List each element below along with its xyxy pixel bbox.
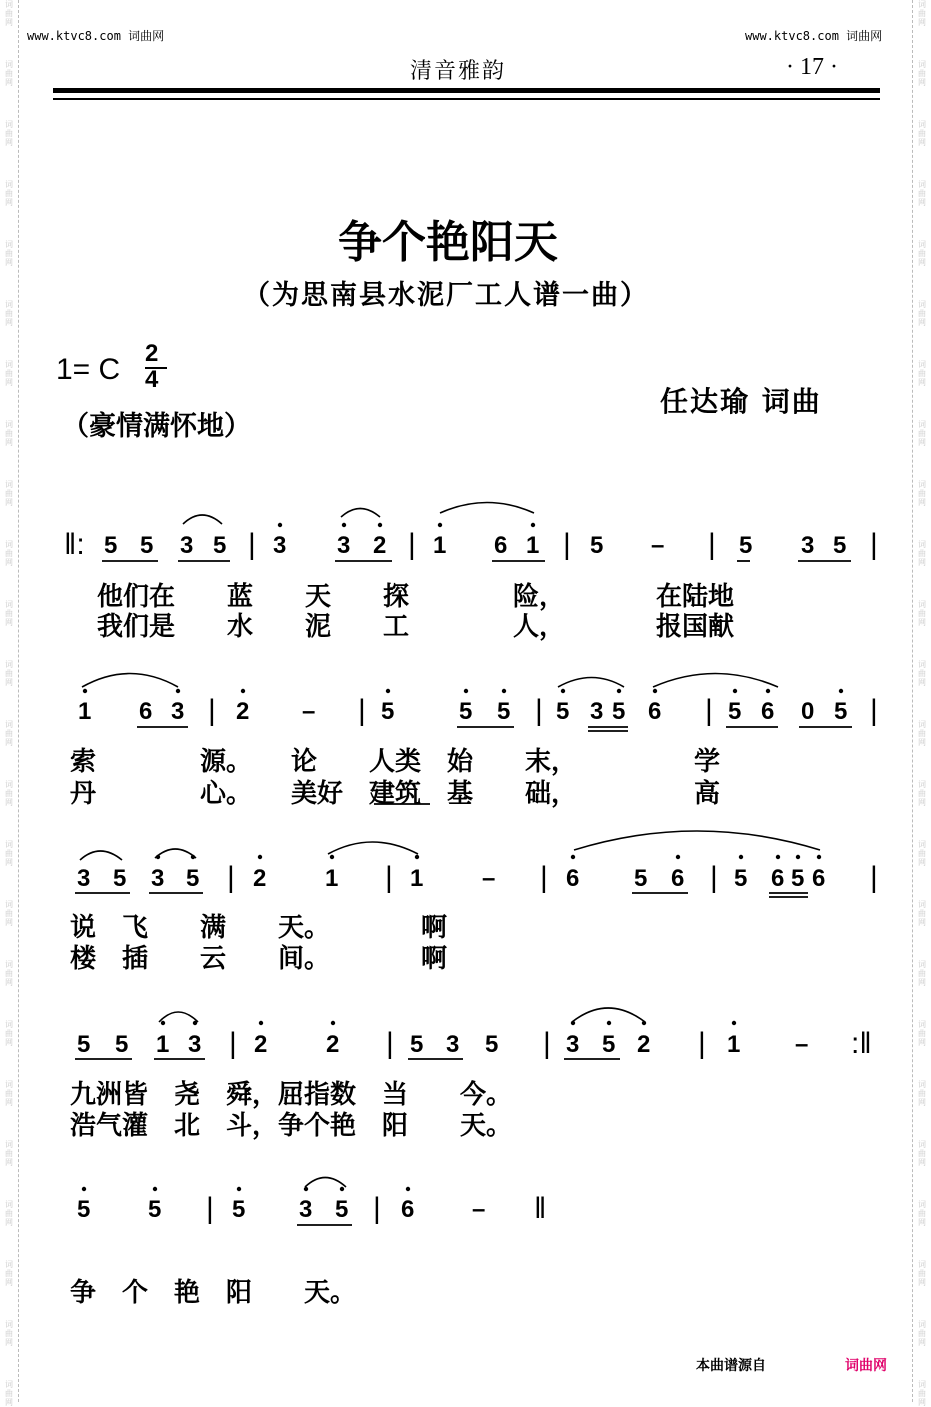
- note: 6: [812, 865, 826, 892]
- side-watermark-text: 词曲网: [918, 1380, 926, 1407]
- note: 1: [156, 1031, 170, 1058]
- note: 6: [401, 1196, 415, 1223]
- dash-extension: –: [482, 865, 496, 892]
- note: 5: [213, 532, 227, 559]
- side-watermark-text: 词曲网: [918, 0, 926, 27]
- note: 3: [446, 1031, 460, 1058]
- barline: |: [208, 694, 216, 727]
- barline: |: [710, 861, 718, 894]
- side-watermark-text: 词曲网: [918, 1140, 926, 1167]
- barline: |: [540, 861, 548, 894]
- note: 3: [180, 532, 194, 559]
- page-number: · 17 ·: [786, 54, 838, 80]
- note: 1: [78, 698, 92, 725]
- note: 5: [115, 1031, 129, 1058]
- time-signature-top: 2: [145, 340, 159, 367]
- side-watermark-text: 词曲网: [5, 780, 13, 807]
- barline: |: [229, 1027, 237, 1060]
- side-watermark-text: 词曲网: [5, 0, 13, 27]
- note: 5: [556, 698, 570, 725]
- side-watermark-text: 词曲网: [918, 900, 926, 927]
- note: 3: [299, 1196, 313, 1223]
- note: 3: [337, 532, 351, 559]
- side-watermark-text: 词曲网: [918, 60, 926, 87]
- key-signature: 1= C: [56, 353, 121, 386]
- watermark-url-left[interactable]: www.ktvc8.com 词曲网: [27, 29, 165, 43]
- side-watermark-text: 词曲网: [5, 1260, 13, 1287]
- note: 5: [612, 698, 626, 725]
- note: 3: [77, 865, 91, 892]
- barline: |: [206, 1192, 214, 1225]
- note: 2: [236, 698, 250, 725]
- barline: |: [705, 694, 713, 727]
- side-watermark-text: 词曲网: [918, 840, 926, 867]
- note: 5: [140, 532, 154, 559]
- note: 2: [326, 1031, 340, 1058]
- barline: |: [535, 694, 543, 727]
- note: 3: [590, 698, 604, 725]
- lyrics-verse-1: 争 个 艳 阳 天。: [70, 1278, 357, 1308]
- side-watermark-text: 词曲网: [5, 120, 13, 147]
- side-watermark-text: 词曲网: [918, 540, 926, 567]
- tempo-marking: （豪情满怀地）: [62, 411, 251, 442]
- side-watermark-text: 词曲网: [918, 960, 926, 987]
- note: 5: [728, 698, 742, 725]
- note: 3: [801, 532, 815, 559]
- side-watermark-text: 词曲网: [918, 660, 926, 687]
- note: 5: [104, 532, 118, 559]
- side-watermark-text: 词曲网: [5, 600, 13, 627]
- note: 1: [433, 532, 447, 559]
- barline: |: [698, 1027, 706, 1060]
- dash-extension: –: [302, 698, 316, 725]
- note: 5: [186, 865, 200, 892]
- dash-extension: –: [472, 1196, 486, 1223]
- side-watermark-text: 词曲网: [918, 1200, 926, 1227]
- note: 2: [253, 865, 267, 892]
- barline: ‖:: [64, 528, 85, 561]
- note: 3: [188, 1031, 202, 1058]
- note: 1: [526, 532, 540, 559]
- lyrics-verse-1: 说 飞 满 天。 啊: [70, 913, 448, 943]
- lyrics-verse-1: 九洲皆 尧 舜，屈指数 当 今。: [70, 1080, 513, 1110]
- lyrics-verse-1: 索 源。 论 人类 始 末， 学: [70, 747, 721, 777]
- barline: |: [385, 861, 393, 894]
- side-watermark-text: 词曲网: [918, 300, 926, 327]
- side-watermark-text: 词曲网: [5, 720, 13, 747]
- lyrics-verse-2: 楼 插 云 间。 啊: [70, 944, 448, 974]
- watermark-url-right[interactable]: www.ktvc8.com 词曲网: [745, 29, 883, 43]
- barline: |: [408, 528, 416, 561]
- lyrics-verse-2: 浩气灌 北 斗，争个艳 阳 天。: [70, 1111, 513, 1141]
- barline: |: [248, 528, 256, 561]
- note: 5: [791, 865, 805, 892]
- note: 6: [139, 698, 153, 725]
- note: 5: [77, 1031, 91, 1058]
- side-watermark-text: 词曲网: [5, 300, 13, 327]
- side-watermark-text: 词曲网: [5, 180, 13, 207]
- time-signature-bottom: 4: [145, 366, 159, 393]
- note: 5: [497, 698, 511, 725]
- note: 3: [566, 1031, 580, 1058]
- side-watermark-text: 词曲网: [5, 540, 13, 567]
- barline: |: [386, 1027, 394, 1060]
- barline: |: [373, 1192, 381, 1225]
- note: 6: [761, 698, 775, 725]
- note: 5: [77, 1196, 91, 1223]
- barline: |: [870, 694, 878, 727]
- book-title: 清音雅韵: [410, 59, 507, 84]
- note: 6: [494, 532, 508, 559]
- note: 1: [325, 865, 339, 892]
- note: 5: [602, 1031, 616, 1058]
- side-watermark-text: 词曲网: [918, 1080, 926, 1107]
- barline: |: [870, 528, 878, 561]
- barline: |: [708, 528, 716, 561]
- side-watermark-text: 词曲网: [918, 120, 926, 147]
- side-watermark-text: 词曲网: [5, 1140, 13, 1167]
- note: 2: [373, 532, 387, 559]
- note: 3: [151, 865, 165, 892]
- lyrics-verse-2: 我们是 水 泥 工 人， 报国献: [97, 612, 735, 642]
- side-watermark-text: 词曲网: [918, 420, 926, 447]
- note: 2: [637, 1031, 651, 1058]
- lyrics-verse-1: 他们在 蓝 天 探 险， 在陆地: [97, 582, 735, 612]
- side-watermark-text: 词曲网: [5, 960, 13, 987]
- side-watermark-text: 词曲网: [5, 1020, 13, 1047]
- side-watermark-text: 词曲网: [5, 1080, 13, 1107]
- side-watermark-text: 词曲网: [918, 1020, 926, 1047]
- note: 5: [834, 698, 848, 725]
- note: 5: [410, 1031, 424, 1058]
- song-title: 争个艳阳天: [338, 217, 558, 268]
- barline: ‖: [534, 1192, 547, 1225]
- side-watermark-text: 词曲网: [5, 840, 13, 867]
- barline: |: [563, 528, 571, 561]
- side-watermark-text: 词曲网: [5, 660, 13, 687]
- note: 1: [727, 1031, 741, 1058]
- note: 3: [171, 698, 185, 725]
- barline: :‖: [851, 1027, 872, 1060]
- side-watermark-text: 词曲网: [918, 600, 926, 627]
- note: 5: [459, 698, 473, 725]
- side-watermark-text: 词曲网: [5, 1380, 13, 1407]
- note: 5: [232, 1196, 246, 1223]
- side-watermark-text: 词曲网: [5, 1320, 13, 1347]
- side-watermark-text: 词曲网: [5, 1200, 13, 1227]
- side-watermark-text: 词曲网: [5, 240, 13, 267]
- side-watermark-text: 词曲网: [5, 480, 13, 507]
- barline: |: [543, 1027, 551, 1060]
- side-watermark-text: 词曲网: [918, 720, 926, 747]
- note: 5: [381, 698, 395, 725]
- song-subtitle: （为思南县水泥厂工人谱一曲）: [243, 280, 649, 311]
- dash-extension: –: [795, 1031, 809, 1058]
- note: 1: [410, 865, 424, 892]
- side-watermark-text: 词曲网: [918, 480, 926, 507]
- note: 2: [254, 1031, 268, 1058]
- barline: |: [227, 861, 235, 894]
- note: 5: [833, 532, 847, 559]
- note: 5: [590, 532, 604, 559]
- note: 5: [113, 865, 127, 892]
- note: 5: [634, 865, 648, 892]
- note: 6: [566, 865, 580, 892]
- note: 6: [671, 865, 685, 892]
- author-credit: 任达瑜 词曲: [660, 385, 822, 418]
- side-watermark-text: 词曲网: [918, 240, 926, 267]
- note: 5: [739, 532, 753, 559]
- barline: |: [870, 861, 878, 894]
- note: 6: [771, 865, 785, 892]
- side-watermark-text: 词曲网: [918, 180, 926, 207]
- side-watermark-text: 词曲网: [5, 420, 13, 447]
- note: 5: [335, 1196, 349, 1223]
- side-watermark-text: 词曲网: [918, 360, 926, 387]
- barline: |: [358, 694, 366, 727]
- footer-source-label: 本曲谱源自: [696, 1358, 766, 1374]
- footer-source-link[interactable]: 词曲网: [845, 1358, 887, 1374]
- dash-extension: –: [651, 532, 665, 559]
- side-watermark-text: 词曲网: [918, 1260, 926, 1287]
- side-watermark-text: 词曲网: [918, 1320, 926, 1347]
- note: 5: [485, 1031, 499, 1058]
- side-watermark-text: 词曲网: [5, 60, 13, 87]
- note: 5: [734, 865, 748, 892]
- note: 6: [648, 698, 662, 725]
- side-watermark-text: 词曲网: [5, 900, 13, 927]
- side-watermark-text: 词曲网: [918, 780, 926, 807]
- note: 3: [273, 532, 287, 559]
- note: 0: [801, 698, 815, 725]
- side-watermark-text: 词曲网: [5, 360, 13, 387]
- note: 5: [148, 1196, 162, 1223]
- lyrics-verse-2: 丹 心。 美好 建筑 基 础， 高: [70, 779, 721, 809]
